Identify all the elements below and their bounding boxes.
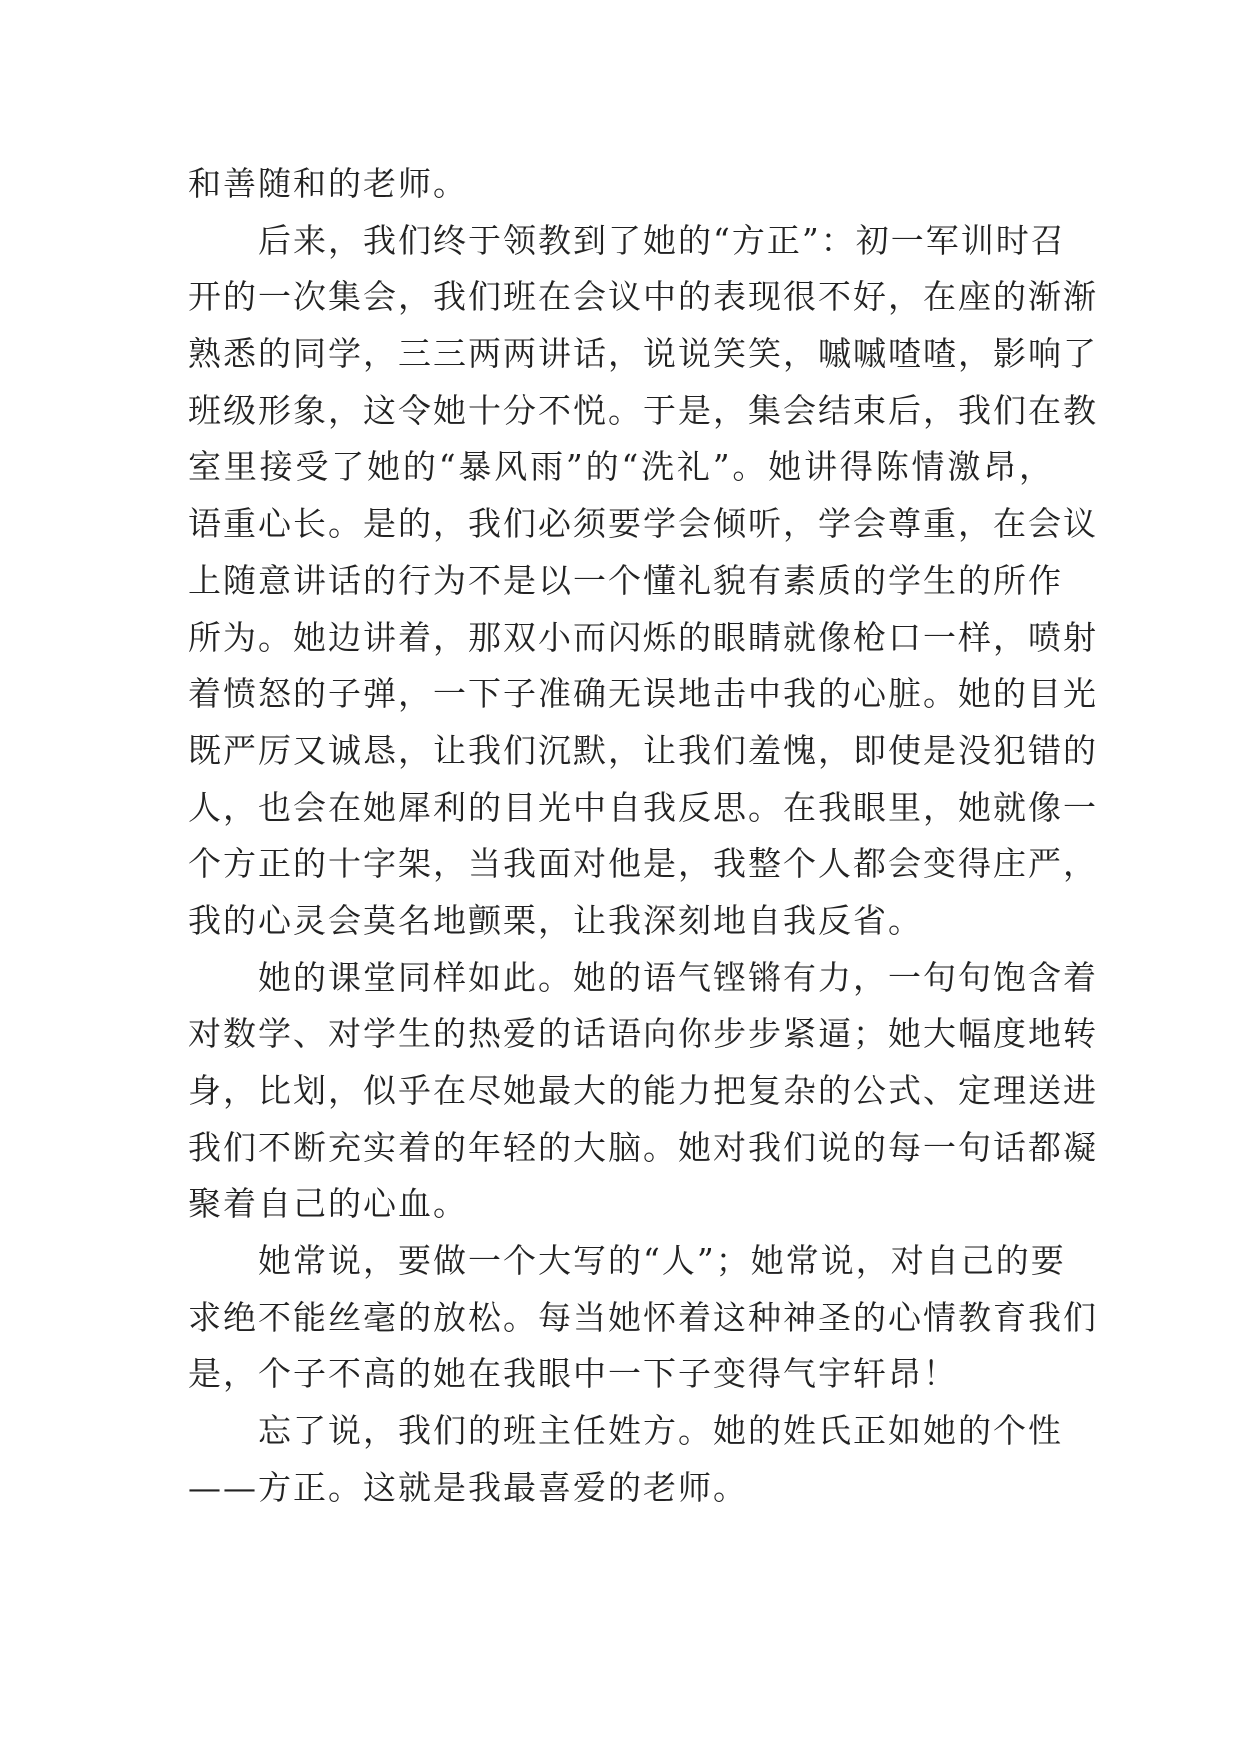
text-line: 我的心灵会莫名地颤栗，让我深刻地自我反省。 [188, 900, 923, 940]
text-line: 后来，我们终于领教到了她的“方正”：初一军训时召 [258, 220, 1066, 260]
text-line: 她的课堂同样如此。她的语气铿锵有力，一句句饱含着 [258, 957, 1098, 997]
text-line: 聚着自己的心血。 [188, 1184, 468, 1224]
text-line: 语重心长。是的，我们必须要学会倾听，学会尊重，在会议 [188, 504, 1098, 544]
text-line: 着愤怒的子弹，一下子准确无误地击中我的心脏。她的目光 [188, 674, 1098, 714]
text-line: 身，比划，似乎在尽她最大的能力把复杂的公式、定理送进 [188, 1071, 1098, 1110]
text-line: 熟悉的同学，三三两两讲话，说说笑笑，嘁嘁喳喳，影响了 [188, 334, 1098, 374]
text-line: 人，也会在她犀利的目光中自我反思。在我眼里，她就像一 [188, 787, 1098, 827]
text-line: 求绝不能丝毫的放松。每当她怀着这种神圣的心情教育我们 [188, 1297, 1098, 1337]
text-line: 班级形象，这令她十分不悦。于是，集会结束后，我们在教 [188, 390, 1098, 430]
text-line: 上随意讲话的行为不是以一个懂礼貌有素质的学生的所作 [188, 560, 1063, 600]
text-line: 她常说，要做一个大写的“人”；她常说，对自己的要 [258, 1241, 1066, 1281]
text-line: 个方正的十字架，当我面对他是，我整个人都会变得庄严， [188, 844, 1098, 884]
text-line: 是，个子不高的她在我眼中一下子变得气宇轩昂！ [188, 1354, 958, 1394]
text-line: 对数学、对学生的热爱的话语向你步步紧逼；她大幅度地转 [188, 1014, 1098, 1054]
text-line: ——方正。这就是我最喜爱的老师。 [188, 1467, 748, 1507]
text-line: 既严厉又诚恳，让我们沉默，让我们羞愧，即使是没犯错的 [188, 730, 1098, 770]
text-line: 开的一次集会，我们班在会议中的表现很不好，在座的渐渐 [188, 277, 1098, 317]
text-line: 和善随和的老师。 [188, 164, 468, 203]
essay-text [188, 156, 1098, 1517]
text-line: 忘了说，我们的班主任姓方。她的姓氏正如她的个性 [258, 1411, 1063, 1451]
text-line: 我们不断充实着的年轻的大脑。她对我们说的每一句话都凝 [188, 1127, 1098, 1167]
text-line: 室里接受了她的“暴风雨”的“洗礼”。她讲得陈情激昂， [188, 447, 1054, 487]
text-line: 所为。她边讲着，那双小而闪烁的眼睛就像枪口一样，喷射 [188, 617, 1098, 657]
